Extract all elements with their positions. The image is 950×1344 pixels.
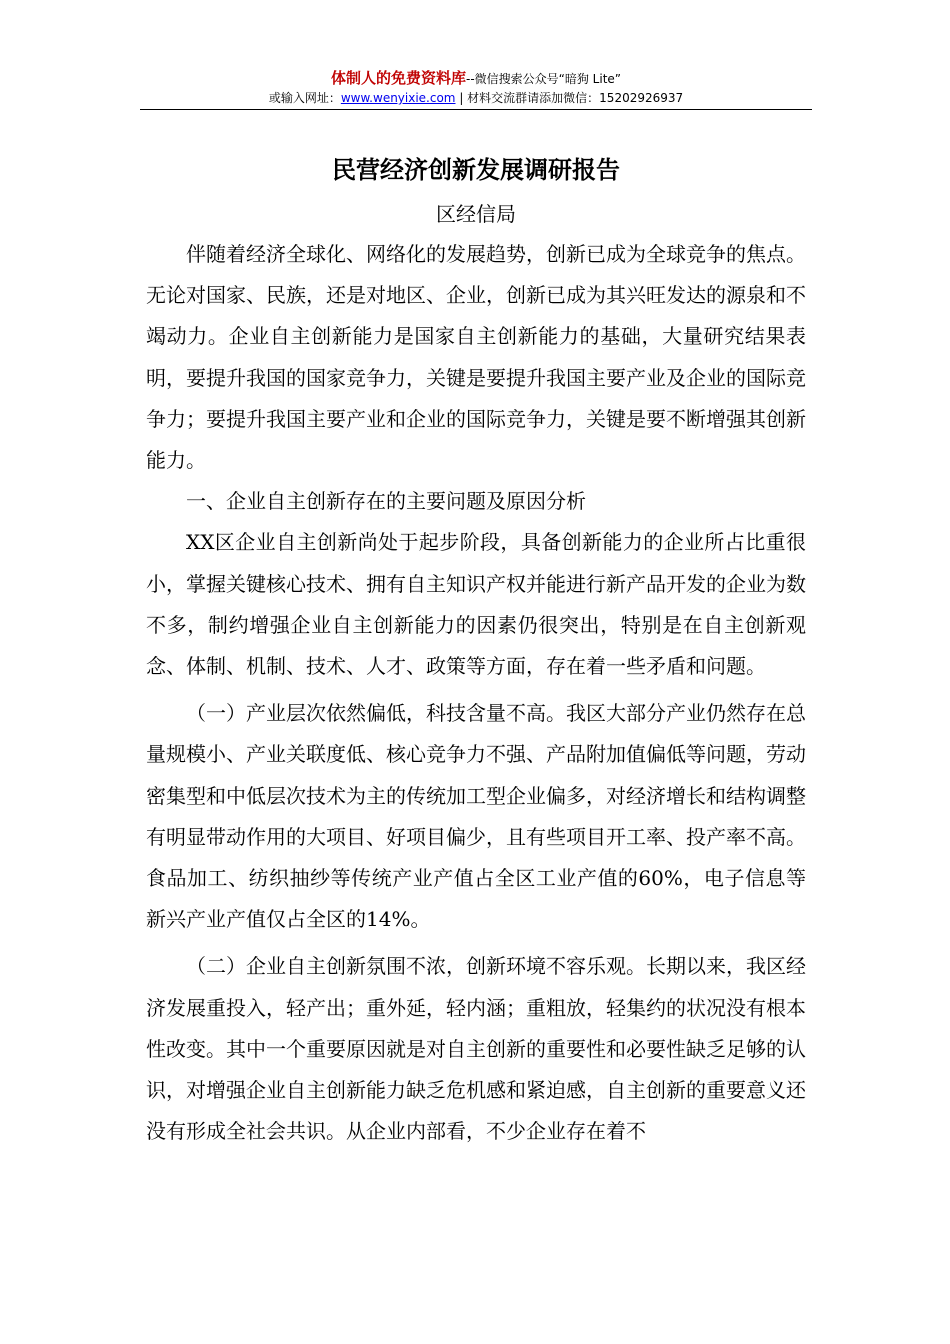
header-slogan: --微信搜索公众号“暗狗 Lite” (465, 72, 622, 86)
header-url-prefix: 或输入网址： (268, 91, 341, 105)
header-line-2 (140, 89, 812, 107)
paragraph-subsection-1: （一）产业层次依然偏低，科技含量不高。我区大部分产业仍然存在总量规模小、产业关联度低、核心竞争力不强、产品附加值偏低等问题，劳动密集型和中低层次技术为主的传统加工型企业偏多，对经济增长和结构调整有明显带动作用的大项目、好项目偏少，且有些项目开工率、投产率不高。食品加工、纺织抽纱等传统产业产值占全区工业产值的60%，电子信息等新兴产业产值仅占全区的14%。 (146, 701, 806, 932)
document-body (146, 234, 806, 1152)
header-brand: 体制人的免费资料库 (330, 69, 466, 87)
page-header (140, 68, 812, 107)
paragraph-section-1-intro: XX区企业自主创新尚处于起步阶段，具备创新能力的企业所占比重很小，掌握关键核心技术、拥有自主知识产权并能进行新产品开发的企业为数不多，制约增强企业自主创新能力的因素仍很突出，特别是在自主创新观念、体制、机制、技术、人才、政策等方面，存在着一些矛盾和问题。 (146, 530, 806, 679)
document-author: 区经信局 (436, 202, 516, 226)
header-line-1 (140, 68, 812, 89)
header-url-link[interactable]: www.wenyixie.com (340, 91, 456, 105)
paragraph-intro: 伴随着经济全球化、网络化的发展趋势，创新已成为全球竞争的焦点。无论对国家、民族，还是对地区、企业，创新已成为其兴旺发达的源泉和不竭动力。企业自主创新能力是国家自主创新能力的基础，大量研究结果表明，要提升我国的国家竞争力，关键是要提升我国主要产业及企业的国际竞争力；要提升我国主要产业和企业的国际竞争力，关键是要不断增强其创新能力。 (146, 242, 806, 473)
header-contact: | 材料交流群请添加微信：15202926937 (455, 91, 684, 105)
section-heading-1: 一、企业自主创新存在的主要问题及原因分析 (186, 489, 586, 514)
header-divider (140, 109, 812, 110)
document-title: 民营经济创新发展调研报告 (332, 155, 620, 184)
paragraph-subsection-2: （二）企业自主创新氛围不浓，创新环境不容乐观。长期以来，我区经济发展重投入，轻产出；重外延，轻内涵；重粗放，轻集约的状况没有根本性改变。其中一个重要原因就是对自主创新的重要性和必要性缺乏足够的认识，对增强企业自主创新能力缺乏危机感和紧迫感，自主创新的重要意义还没有形成全社会共识。从企业内部看，不少企业存在着不 (146, 954, 806, 1144)
